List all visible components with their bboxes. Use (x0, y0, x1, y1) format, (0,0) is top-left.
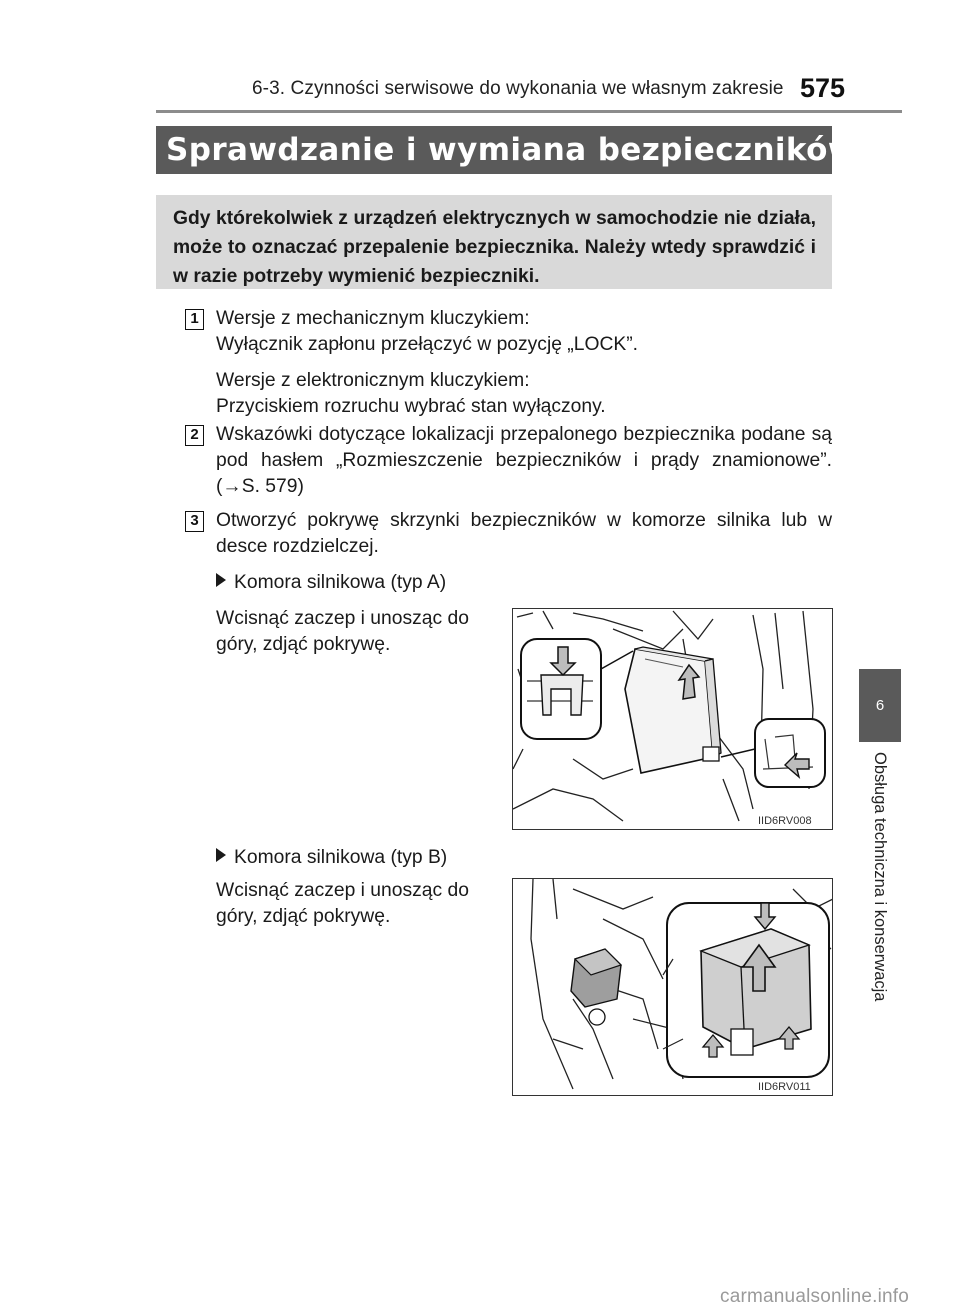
chapter-number: 6 (875, 697, 885, 714)
section-title: Sprawdzanie i wymiana bezpieczników (156, 126, 832, 174)
fuse-box-illustration-a (513, 609, 833, 830)
step-3 (216, 508, 832, 560)
chapter-label: Obsługa techniczna i konserwacja (871, 752, 889, 1002)
step-1-label-b: Wersje z elektronicznym kluczykiem: (216, 370, 530, 391)
step-1-text-b: Przyciskiem rozruchu wybrać stan wyłączony. (216, 396, 606, 417)
triangle-bullet-icon (216, 573, 226, 587)
page-number: 575 (800, 73, 846, 103)
step-3-text: Otworzyć pokrywę skrzynki bezpieczników w komorze silnika lub w desce rozdzielczej. (216, 510, 832, 557)
intro-box (156, 195, 832, 289)
step-2 (216, 422, 832, 500)
watermark: carmanualsonline.info (720, 1286, 910, 1307)
step-1-label-a: Wersje z mechanicznym kluczykiem: (216, 308, 530, 329)
fuse-box-illustration-b (513, 879, 833, 1096)
header-rule (156, 110, 902, 113)
step-number-2: 2 (185, 425, 204, 446)
figure-engine-compartment-type-b (512, 878, 833, 1096)
sub-item-a-text: Wcisnąć zaczep i unosząc do góry, zdjąć pokrywę. (216, 608, 469, 655)
figure-code-b: IID6RV011 (758, 1081, 811, 1093)
running-header: 6-3. Czynności serwisowe do wykonania we własnym zakresie (252, 78, 784, 99)
arrow-icon: → (222, 476, 242, 497)
triangle-bullet-icon (216, 848, 226, 862)
sub-item-b-heading: Komora silnikowa (typ B) (216, 845, 447, 871)
figure-code-a: IID6RV008 (758, 815, 812, 827)
sub-item-b-text: Wcisnąć zaczep i unosząc do góry, zdjąć pokrywę. (216, 880, 469, 927)
step-1-text-a: Wyłącznik zapłonu przełączyć w pozycję „LOCK”. (216, 334, 639, 355)
page-reference-link[interactable]: S. 579) (241, 476, 304, 497)
step-number-3: 3 (185, 511, 204, 532)
step-2-text: Wskazówki dotyczące lokalizacji przepalonego bezpiecznika podane są pod hasłem „Rozmieszczenie bezpieczników i prądy znamionowe”. ( (216, 424, 832, 497)
sub-item-a-heading: Komora silnikowa (typ A) (216, 570, 446, 596)
step-1 (216, 306, 832, 420)
intro-text: Gdy którekolwiek z urządzeń elektrycznych w samochodzie nie działa, może to oznaczać przepalenie bezpiecznika. Należy wtedy sprawdzić i w razie potrzeby wymienić bezpieczniki. (173, 208, 816, 287)
step-number-1: 1 (185, 309, 204, 330)
figure-engine-compartment-type-a (512, 608, 833, 830)
chapter-tab (859, 669, 901, 742)
